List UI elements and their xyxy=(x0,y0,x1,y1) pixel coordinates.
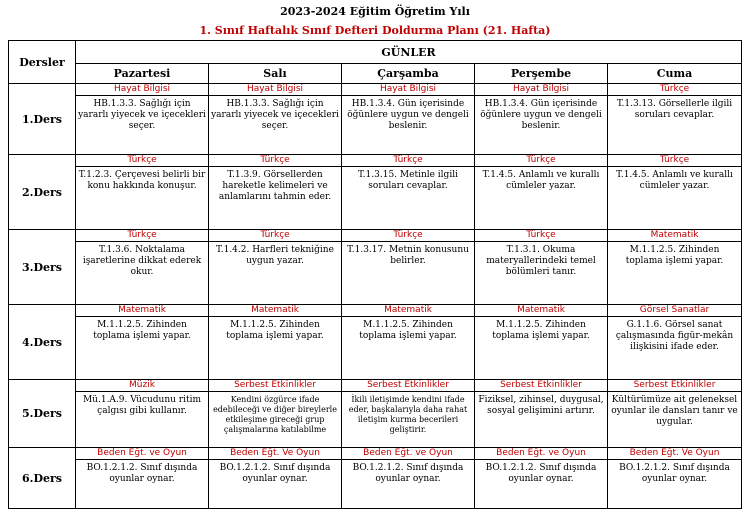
plan-cell xyxy=(209,448,342,509)
objective-text: Kültürümüze ait geleneksel oyunlar ile dansları tanır ve uygular. xyxy=(611,395,738,427)
objective-text: M.1.1.2.5. Zihinden toplama işlemi yapar. xyxy=(359,320,457,341)
lesson-row-1 xyxy=(9,84,742,155)
plan-cell xyxy=(608,84,742,155)
objective-text: BO.1.2.1.2. Sınıf dışında oyunlar oynar. xyxy=(219,463,331,484)
plan-cell xyxy=(209,155,342,230)
objective-text: T.1.3.6. Noktalama işaretlerine dikkat ederek okur. xyxy=(82,245,202,277)
plan-cell xyxy=(76,448,209,509)
lesson-label: 3.Ders xyxy=(9,230,76,305)
lesson-row-3 xyxy=(9,230,742,305)
subject-label: Beden Eğt. Ve Oyun xyxy=(608,448,741,460)
objective-text: M.1.1.2.5. Zihinden toplama işlemi yapar. xyxy=(93,320,191,341)
lesson-label: 4.Ders xyxy=(9,305,76,380)
objective-text: Fiziksel, zihinsel, duygusal, sosyal gelişimini artırır. xyxy=(478,395,604,416)
subject-label: Türkçe xyxy=(342,230,474,242)
lesson-label: 5.Ders xyxy=(9,380,76,448)
subject-label: Serbest Etkinlikler xyxy=(475,380,607,392)
lesson-label: 2.Ders xyxy=(9,155,76,230)
lesson-row-2 xyxy=(9,155,742,230)
subject-label: Hayat Bilgisi xyxy=(342,84,474,96)
plan-cell xyxy=(475,380,608,448)
objective-text: HB.1.3.3. Sağlığı için yararlı yiyecek ve içecekleri seçer. xyxy=(78,99,206,131)
objective-text: M.1.1.2.5. Zihinden toplama işlemi yapar. xyxy=(226,320,324,341)
objective-text: HB.1.3.4. Gün içerisinde öğünlere uygun ve dengeli beslenir. xyxy=(480,99,602,131)
plan-cell xyxy=(475,155,608,230)
subject-label: Matematik xyxy=(342,305,474,317)
dersler-header: Dersler xyxy=(9,41,76,84)
objective-text: BO.1.2.1.2. Sınıf dışında oyunlar oynar. xyxy=(619,463,730,484)
objective-text: T.1.3.1. Okuma materyallerindeki temel bölümleri tanır. xyxy=(486,245,596,277)
document-subtitle: 1. Sınıf Haftalık Sınıf Defteri Doldurma Planı (21. Hafta) xyxy=(199,24,551,37)
subject-label: Serbest Etkinlikler xyxy=(342,380,474,392)
plan-cell xyxy=(76,380,209,448)
plan-cell xyxy=(608,448,742,509)
subject-label: Beden Eğt. ve Oyun xyxy=(76,448,208,460)
subject-label: Matematik xyxy=(475,305,607,317)
plan-cell xyxy=(342,448,475,509)
gunler-header: GÜNLER xyxy=(76,41,742,64)
document-title: 2023-2024 Eğitim Öğretim Yılı xyxy=(280,5,470,18)
subject-label: Matematik xyxy=(608,230,741,242)
subject-label: Görsel Sanatlar xyxy=(608,305,741,317)
objective-text: T.1.4.5. Anlamlı ve kurallı cümleler yazar. xyxy=(616,170,733,191)
lesson-row-4 xyxy=(9,305,742,380)
plan-cell xyxy=(342,155,475,230)
plan-cell xyxy=(608,305,742,380)
subject-label: Hayat Bilgisi xyxy=(76,84,208,96)
plan-cell xyxy=(475,84,608,155)
objective-text: İkili iletişimde kendini ifade eder, başkalarıyla daha rahat iletişim kurma becerileri geliştirir. xyxy=(348,395,468,434)
objective-text: T.1.3.13. Görsellerle ilgili soruları cevaplar. xyxy=(616,99,733,120)
plan-cell xyxy=(475,448,608,509)
objective-text: HB.1.3.4. Gün içerisinde öğünlere uygun ve dengeli beslenir. xyxy=(347,99,469,131)
objective-text: T.1.2.3. Çerçevesi belirli bir konu hakkında konuşur. xyxy=(78,170,206,191)
subject-label: Türkçe xyxy=(209,155,341,167)
plan-cell xyxy=(608,380,742,448)
weekly-plan-table xyxy=(8,40,742,509)
objective-text: T.1.3.15. Metinle ilgili soruları cevaplar. xyxy=(358,170,458,191)
objective-text: M.1.1.2.5. Zihinden toplama işlemi yapar. xyxy=(492,320,590,341)
plan-cell xyxy=(475,230,608,305)
subject-label: Serbest Etkinlikler xyxy=(209,380,341,392)
lesson-row-6 xyxy=(9,448,742,509)
plan-cell xyxy=(342,84,475,155)
day-header-monday: Pazartesi xyxy=(76,64,209,84)
plan-cell xyxy=(209,380,342,448)
day-header-tuesday: Salı xyxy=(209,64,342,84)
subject-label: Türkçe xyxy=(475,230,607,242)
lesson-label: 6.Ders xyxy=(9,448,76,509)
plan-cell xyxy=(76,305,209,380)
plan-cell xyxy=(209,84,342,155)
subject-label: Serbest Etkinlikler xyxy=(608,380,741,392)
objective-text: G.1.1.6. Görsel sanat çalışmasında figür-mekân ilişkisini ifade eder. xyxy=(615,320,734,352)
subject-label: Türkçe xyxy=(475,155,607,167)
day-header-friday: Cuma xyxy=(608,64,742,84)
objective-text: T.1.4.2. Harfleri tekniğine uygun yazar. xyxy=(216,245,334,266)
objective-text: M.1.1.2.5. Zihinden toplama işlemi yapar. xyxy=(625,245,724,266)
subject-label: Matematik xyxy=(209,305,341,317)
subject-label: Beden Eğt. Ve Oyun xyxy=(209,448,341,460)
plan-cell xyxy=(475,305,608,380)
day-header-thursday: Perşembe xyxy=(475,64,608,84)
objective-text: HB.1.3.3. Sağlığı için yararlı yiyecek ve içecekleri seçer. xyxy=(211,99,339,131)
lesson-row-5 xyxy=(9,380,742,448)
objective-text: T.1.3.9. Görsellerden hareketle kelimeleri ve anlamlarını tahmin eder. xyxy=(218,170,332,202)
plan-cell xyxy=(76,84,209,155)
plan-cell xyxy=(76,155,209,230)
subject-label: Beden Eğt. ve Oyun xyxy=(342,448,474,460)
plan-cell xyxy=(209,305,342,380)
objective-text: Kendini özgürce ifade edebileceği ve diğer bireylerle etkileşime gireceği grup çalışmalarına katılabilme xyxy=(213,395,337,434)
objective-text: BO.1.2.1.2. Sınıf dışında oyunlar oynar. xyxy=(485,463,597,484)
subject-label: Türkçe xyxy=(608,155,741,167)
subject-label: Türkçe xyxy=(342,155,474,167)
plan-cell xyxy=(342,230,475,305)
subject-label: Matematik xyxy=(76,305,208,317)
objective-text: BO.1.2.1.2. Sınıf dışında oyunlar oynar. xyxy=(86,463,198,484)
objective-text: T.1.3.17. Metnin konusunu belirler. xyxy=(347,245,469,266)
subject-label: Türkçe xyxy=(209,230,341,242)
plan-cell xyxy=(342,305,475,380)
plan-cell xyxy=(209,230,342,305)
subject-label: Türkçe xyxy=(76,230,208,242)
plan-cell xyxy=(608,230,742,305)
subject-label: Beden Eğt. ve Oyun xyxy=(475,448,607,460)
objective-text: Mü.1.A.9. Vücudunu ritim çalgısı gibi kullanır. xyxy=(82,395,202,416)
plan-cell xyxy=(608,155,742,230)
plan-cell xyxy=(342,380,475,448)
lesson-label: 1.Ders xyxy=(9,84,76,155)
subject-label: Türkçe xyxy=(608,84,741,96)
day-header-wednesday: Çarşamba xyxy=(342,64,475,84)
subject-label: Hayat Bilgisi xyxy=(209,84,341,96)
objective-text: BO.1.2.1.2. Sınıf dışında oyunlar oynar. xyxy=(352,463,464,484)
objective-text: T.1.4.5. Anlamlı ve kurallı cümleler yazar. xyxy=(482,170,600,191)
plan-cell xyxy=(76,230,209,305)
subject-label: Müzik xyxy=(76,380,208,392)
subject-label: Türkçe xyxy=(76,155,208,167)
subject-label: Hayat Bilgisi xyxy=(475,84,607,96)
